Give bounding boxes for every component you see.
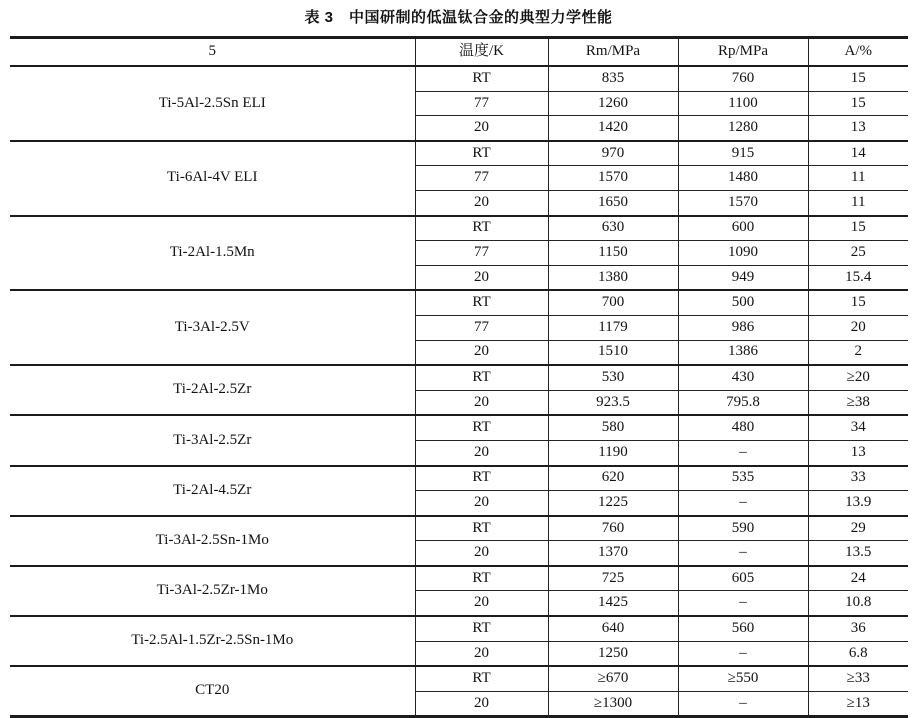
elongation-value-cell: 13.5 bbox=[808, 541, 908, 566]
rm-value-cell: 700 bbox=[548, 290, 678, 315]
rm-value-cell: 1425 bbox=[548, 591, 678, 616]
rp-value-cell: 500 bbox=[678, 290, 808, 315]
elongation-value-cell: 15 bbox=[808, 216, 908, 241]
temperature-cell: 77 bbox=[415, 241, 548, 266]
rm-value-cell: ≥1300 bbox=[548, 691, 678, 717]
rm-value-cell: 760 bbox=[548, 516, 678, 541]
column-header-temperature: 温度/K bbox=[415, 38, 548, 67]
rm-value-cell: 630 bbox=[548, 216, 678, 241]
rp-value-cell: ≥550 bbox=[678, 666, 808, 691]
temperature-cell: RT bbox=[415, 666, 548, 691]
temperature-cell: RT bbox=[415, 290, 548, 315]
rm-value-cell: 970 bbox=[548, 141, 678, 166]
elongation-value-cell: 10.8 bbox=[808, 591, 908, 616]
rm-value-cell: 1570 bbox=[548, 166, 678, 191]
rm-value-cell: 1420 bbox=[548, 116, 678, 141]
elongation-value-cell: 25 bbox=[808, 241, 908, 266]
temperature-cell: RT bbox=[415, 66, 548, 91]
alloy-name-cell: Ti-3Al-2.5Sn-1Mo bbox=[10, 516, 415, 566]
temperature-cell: 20 bbox=[415, 390, 548, 415]
rm-value-cell: 530 bbox=[548, 365, 678, 390]
alloy-name-cell: Ti-2Al-2.5Zr bbox=[10, 365, 415, 415]
alloy-name-cell: Ti-6Al-4V ELI bbox=[10, 141, 415, 216]
rm-value-cell: 1250 bbox=[548, 641, 678, 666]
rp-value-cell: 1570 bbox=[678, 190, 808, 215]
alloy-name-cell: Ti-2.5Al-1.5Zr-2.5Sn-1Mo bbox=[10, 616, 415, 666]
temperature-cell: RT bbox=[415, 141, 548, 166]
temperature-cell: 20 bbox=[415, 440, 548, 465]
temperature-cell: RT bbox=[415, 516, 548, 541]
temperature-cell: 20 bbox=[415, 190, 548, 215]
alloy-name-cell: Ti-2Al-4.5Zr bbox=[10, 466, 415, 516]
alloy-name-cell: Ti-2Al-1.5Mn bbox=[10, 216, 415, 291]
rp-value-cell: – bbox=[678, 591, 808, 616]
rp-value-cell: 535 bbox=[678, 466, 808, 491]
rp-value-cell: – bbox=[678, 440, 808, 465]
table-row bbox=[10, 566, 908, 591]
temperature-cell: 77 bbox=[415, 91, 548, 116]
rp-value-cell: 986 bbox=[678, 315, 808, 340]
rp-value-cell: 915 bbox=[678, 141, 808, 166]
rm-value-cell: 1225 bbox=[548, 491, 678, 516]
elongation-value-cell: 20 bbox=[808, 315, 908, 340]
elongation-value-cell: 14 bbox=[808, 141, 908, 166]
elongation-value-cell: 24 bbox=[808, 566, 908, 591]
table-body bbox=[10, 66, 908, 717]
header-row bbox=[10, 38, 908, 67]
rp-value-cell: 1480 bbox=[678, 166, 808, 191]
table-title: 表 3 中国研制的低温钛合金的典型力学性能 bbox=[304, 9, 613, 26]
rm-value-cell: 835 bbox=[548, 66, 678, 91]
temperature-cell: 77 bbox=[415, 166, 548, 191]
elongation-value-cell: 15 bbox=[808, 66, 908, 91]
alloy-name-cell: Ti-5Al-2.5Sn ELI bbox=[10, 66, 415, 141]
elongation-value-cell: 29 bbox=[808, 516, 908, 541]
rp-value-cell: 590 bbox=[678, 516, 808, 541]
rp-value-cell: – bbox=[678, 691, 808, 717]
elongation-value-cell: 33 bbox=[808, 466, 908, 491]
column-header-elongation: A/% bbox=[808, 38, 908, 67]
rp-value-cell: 1280 bbox=[678, 116, 808, 141]
temperature-cell: 20 bbox=[415, 641, 548, 666]
temperature-cell: 20 bbox=[415, 541, 548, 566]
table-header bbox=[10, 38, 908, 67]
table-row bbox=[10, 666, 908, 691]
temperature-cell: 77 bbox=[415, 315, 548, 340]
temperature-cell: RT bbox=[415, 616, 548, 641]
rp-value-cell: 1386 bbox=[678, 340, 808, 365]
rp-value-cell: 1100 bbox=[678, 91, 808, 116]
rp-value-cell: 1090 bbox=[678, 241, 808, 266]
temperature-cell: 20 bbox=[415, 116, 548, 141]
rm-value-cell: 640 bbox=[548, 616, 678, 641]
rp-value-cell: 480 bbox=[678, 415, 808, 440]
rp-value-cell: 949 bbox=[678, 265, 808, 290]
temperature-cell: 20 bbox=[415, 691, 548, 717]
rm-value-cell: 580 bbox=[548, 415, 678, 440]
rm-value-cell: 923.5 bbox=[548, 390, 678, 415]
temperature-cell: RT bbox=[415, 216, 548, 241]
rm-value-cell: 1650 bbox=[548, 190, 678, 215]
elongation-value-cell: 6.8 bbox=[808, 641, 908, 666]
elongation-value-cell: 15 bbox=[808, 290, 908, 315]
mechanical-properties-table bbox=[10, 36, 908, 718]
elongation-value-cell: 13 bbox=[808, 116, 908, 141]
elongation-value-cell: 36 bbox=[808, 616, 908, 641]
alloy-name-cell: Ti-3Al-2.5Zr bbox=[10, 415, 415, 465]
elongation-value-cell: 2 bbox=[808, 340, 908, 365]
rm-value-cell: ≥670 bbox=[548, 666, 678, 691]
rp-value-cell: 600 bbox=[678, 216, 808, 241]
table-row bbox=[10, 365, 908, 390]
rm-value-cell: 1260 bbox=[548, 91, 678, 116]
elongation-value-cell: 11 bbox=[808, 190, 908, 215]
temperature-cell: 20 bbox=[415, 491, 548, 516]
elongation-value-cell: 13.9 bbox=[808, 491, 908, 516]
rp-value-cell: – bbox=[678, 491, 808, 516]
column-header-rp: Rp/MPa bbox=[678, 38, 808, 67]
rm-value-cell: 1190 bbox=[548, 440, 678, 465]
rm-value-cell: 725 bbox=[548, 566, 678, 591]
rm-value-cell: 1179 bbox=[548, 315, 678, 340]
temperature-cell: 20 bbox=[415, 591, 548, 616]
alloy-name-cell: Ti-3Al-2.5V bbox=[10, 290, 415, 365]
rm-value-cell: 1510 bbox=[548, 340, 678, 365]
rm-value-cell: 1370 bbox=[548, 541, 678, 566]
rp-value-cell: 795.8 bbox=[678, 390, 808, 415]
rp-value-cell: 605 bbox=[678, 566, 808, 591]
rm-value-cell: 1380 bbox=[548, 265, 678, 290]
rp-value-cell: 560 bbox=[678, 616, 808, 641]
elongation-value-cell: ≥38 bbox=[808, 390, 908, 415]
temperature-cell: RT bbox=[415, 415, 548, 440]
rm-value-cell: 620 bbox=[548, 466, 678, 491]
alloy-name-cell: Ti-3Al-2.5Zr-1Mo bbox=[10, 566, 415, 616]
elongation-value-cell: ≥33 bbox=[808, 666, 908, 691]
alloy-name-cell: CT20 bbox=[10, 666, 415, 717]
table-row bbox=[10, 616, 908, 641]
column-header-alloy: 5 bbox=[10, 38, 415, 67]
table-row bbox=[10, 66, 908, 91]
elongation-value-cell: ≥13 bbox=[808, 691, 908, 717]
table-row bbox=[10, 141, 908, 166]
table-row bbox=[10, 516, 908, 541]
elongation-value-cell: 15.4 bbox=[808, 265, 908, 290]
temperature-cell: 20 bbox=[415, 265, 548, 290]
rp-value-cell: 760 bbox=[678, 66, 808, 91]
elongation-value-cell: 15 bbox=[808, 91, 908, 116]
temperature-cell: RT bbox=[415, 566, 548, 591]
temperature-cell: RT bbox=[415, 466, 548, 491]
elongation-value-cell: ≥20 bbox=[808, 365, 908, 390]
elongation-value-cell: 34 bbox=[808, 415, 908, 440]
temperature-cell: RT bbox=[415, 365, 548, 390]
temperature-cell: 20 bbox=[415, 340, 548, 365]
table-row bbox=[10, 466, 908, 491]
table-row bbox=[10, 415, 908, 440]
rp-value-cell: – bbox=[678, 541, 808, 566]
rp-value-cell: 430 bbox=[678, 365, 808, 390]
table-row bbox=[10, 290, 908, 315]
rp-value-cell: – bbox=[678, 641, 808, 666]
column-header-rm: Rm/MPa bbox=[548, 38, 678, 67]
elongation-value-cell: 11 bbox=[808, 166, 908, 191]
rm-value-cell: 1150 bbox=[548, 241, 678, 266]
table-row bbox=[10, 216, 908, 241]
elongation-value-cell: 13 bbox=[808, 440, 908, 465]
